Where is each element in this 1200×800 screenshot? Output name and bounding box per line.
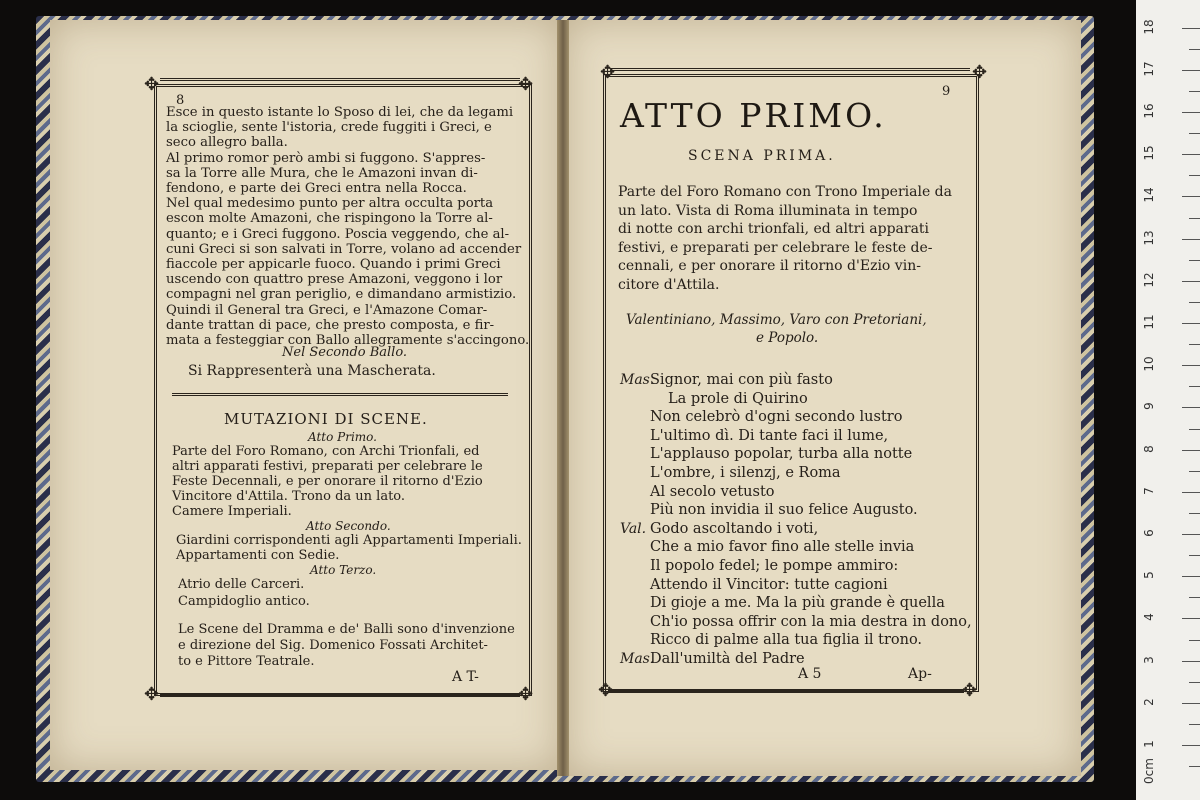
- verse-line: Signor, mai con più fasto: [650, 372, 833, 388]
- ruler-tick: [1182, 534, 1200, 535]
- ruler-number: 11: [1142, 314, 1156, 330]
- ruler-tick: [1182, 492, 1200, 493]
- ornament-icon: ✥: [600, 62, 616, 83]
- ruler-tick: [1182, 703, 1200, 704]
- ruler-number: 10: [1142, 356, 1156, 372]
- mascherata-line: Si Rappresenterà una Mascherata.: [188, 363, 436, 379]
- verse-line: Più non invidia il suo felice Augusto.: [650, 502, 918, 519]
- ruler-tick: [1182, 450, 1200, 451]
- narrative-line: sa la Torre alle Mura, che le Amazoni invan di-: [166, 165, 478, 181]
- verse-line: Non celebrò d'ogni secondo lustro: [650, 409, 903, 426]
- scene-heading: SCENA PRIMA.: [688, 148, 836, 164]
- left-top-ornament: [160, 78, 520, 81]
- narrative-line: fiaccole per appicarle fuoco. Quando i primi Greci: [166, 257, 501, 272]
- ruler-number: 6: [1142, 529, 1156, 537]
- ruler-half-tick: [1189, 133, 1200, 134]
- atto-terzo-label: Atto Terzo.: [310, 563, 377, 577]
- ruler-tick: [1182, 618, 1200, 619]
- ruler-half-tick: [1189, 302, 1200, 303]
- ruler-half-tick: [1189, 682, 1200, 683]
- ruler-half-tick: [1189, 640, 1200, 641]
- ruler-half-tick: [1189, 260, 1200, 261]
- setting-line: Parte del Foro Romano con Trono Imperiale da: [618, 184, 952, 200]
- verse-line: La prole di Quirino: [668, 390, 808, 407]
- left-page-number: 8: [176, 93, 185, 108]
- ruler-number: 14: [1142, 187, 1156, 204]
- signature-mark: A 5: [798, 666, 822, 682]
- ruler-number: 3: [1142, 655, 1156, 664]
- ruler-number: 5: [1142, 571, 1156, 580]
- atto-secondo-label: Atto Secondo.: [306, 519, 391, 533]
- verse-line: Godo ascoltando i voti,: [650, 520, 819, 537]
- second-ballo-heading: Nel Secondo Ballo.: [282, 345, 408, 360]
- ruler-tick: [1182, 323, 1200, 324]
- setting-line: cennali, e per onorare il ritorno d'Ezio vin-: [618, 258, 921, 275]
- ruler-half-tick: [1189, 724, 1200, 725]
- left-bottom-ornament: [160, 694, 520, 697]
- verse-line: Attendo il Vincitor: tutte cagioni: [650, 576, 888, 593]
- ruler-number: 4: [1142, 613, 1156, 622]
- ruler-number: 18: [1142, 18, 1156, 35]
- ruler-half-tick: [1189, 344, 1200, 345]
- verse-line: L'applauso popolar, turba alla notte: [650, 446, 913, 463]
- ruler-unit-label: 0cm: [1142, 758, 1156, 784]
- speaker-label: Val.: [620, 520, 647, 537]
- ruler-number: 12: [1142, 272, 1156, 288]
- ruler-half-tick: [1189, 471, 1200, 472]
- ruler-half-tick: [1189, 91, 1200, 92]
- credit-line: e direzione del Sig. Domenico Fossati Architet-: [178, 638, 488, 653]
- credit-line: Le Scene del Dramma e de' Balli sono d'invenzione: [178, 622, 515, 637]
- verse-line: Che a mio favor fino alle stelle invia: [650, 539, 915, 556]
- setting-line: citore d'Attila.: [618, 277, 720, 293]
- ruler-tick: [1182, 407, 1200, 408]
- ruler-number: 17: [1142, 61, 1156, 77]
- setting-line: di notte con archi trionfali, ed altri apparati: [618, 221, 930, 238]
- narrative-line: fendono, e parte dei Greci entra nella Rocca.: [166, 181, 467, 196]
- ruler-half-tick: [1189, 49, 1200, 50]
- section-divider: [172, 393, 508, 396]
- ruler-tick: [1182, 112, 1200, 113]
- ruler-tick: [1182, 70, 1200, 71]
- speaker-label: Mas.: [620, 372, 655, 388]
- ornament-icon: ✥: [144, 74, 160, 95]
- narrative-line: escon molte Amazoni, che rispingono la Torre al-: [166, 211, 493, 227]
- verse-line: Il popolo fedel; le pompe ammiro:: [650, 558, 899, 574]
- scene-line: Feste Decennali, e per onorare il ritorno d'Ezio: [172, 474, 483, 489]
- right-top-ornament: [610, 68, 970, 71]
- ruler-tick: [1182, 154, 1200, 155]
- narrative-line: cuni Greci si son salvati in Torre, volano ad accender: [166, 241, 522, 257]
- setting-line: un lato. Vista di Roma illuminata in tempo: [618, 202, 918, 219]
- ornament-icon: ✥: [518, 74, 534, 95]
- narrative-line: seco allegro balla.: [166, 135, 288, 151]
- ruler-number: 7: [1142, 486, 1156, 495]
- narrative-line: compagni nel gran periglio, e dimandano armistizio.: [166, 287, 517, 303]
- narrative-line: dante trattan di pace, che presto composta, e fir-: [166, 317, 495, 333]
- narrative-line: quanto; e i Greci fuggono. Poscia veggendo, che al-: [166, 226, 510, 242]
- ruler-number: 1: [1142, 740, 1156, 748]
- narrative-line: Esce in questo istante lo Sposo di lei, che da legami: [166, 105, 514, 120]
- ruler-half-tick: [1189, 386, 1200, 387]
- verse-line: Al secolo vetusto: [650, 483, 775, 500]
- ornament-icon: ✥: [144, 684, 160, 705]
- ornament-icon: ✥: [598, 680, 614, 701]
- narrative-line: mata a festeggiar con Ballo allegramente s'accingono.: [166, 333, 530, 348]
- ruler-half-tick: [1189, 175, 1200, 176]
- narrative-line: Nel qual medesimo punto per altra occulta porta: [166, 196, 494, 212]
- narrative-line: la scioglie, sente l'istoria, crede fuggiti i Greci, e: [166, 120, 492, 136]
- mutazioni-title: MUTAZIONI DI SCENE.: [224, 410, 428, 428]
- ruler-tick: [1182, 239, 1200, 240]
- ruler-tick: [1182, 661, 1200, 662]
- speaker-label: Mas.: [620, 651, 655, 667]
- scene-line: altri apparati festivi, preparati per celebrare le: [172, 459, 483, 474]
- scene-line: Parte del Foro Romano, con Archi Trionfali, ed: [172, 444, 480, 459]
- verse-line: Di gioje a me. Ma la più grande è quella: [650, 595, 945, 612]
- ruler-half-tick: [1189, 429, 1200, 430]
- ruler-tick: [1182, 576, 1200, 577]
- ruler-half-tick: [1189, 766, 1200, 767]
- ornament-icon: ✥: [962, 680, 978, 701]
- verse-line: Ch'io possa offrir con la mia destra in dono,: [650, 613, 972, 630]
- characters-line: Valentiniano, Massimo, Varo con Pretoriani,: [626, 312, 927, 328]
- verse-line: Dall'umiltà del Padre: [650, 651, 805, 667]
- scene-line: Giardini corrispondenti agli Appartamenti Imperiali.: [176, 533, 522, 548]
- credit-line: to e Pittore Teatrale.: [178, 654, 315, 669]
- act-title: ATTO PRIMO.: [620, 96, 887, 135]
- book-gutter: [557, 20, 569, 776]
- right-catchword: Ap-: [908, 666, 932, 682]
- ruler-half-tick: [1189, 513, 1200, 514]
- narrative-line: uscendo con quattro prese Amazoni, veggono i lor: [166, 272, 503, 288]
- ruler-number: 8: [1142, 444, 1156, 453]
- ruler-number: 16: [1142, 103, 1156, 119]
- narrative-line: Al primo romor però ambi si fuggono. S'appres-: [166, 150, 486, 166]
- ruler-half-tick: [1189, 597, 1200, 598]
- atto-primo-label: Atto Primo.: [308, 430, 377, 444]
- narrative-line: Quindi il General tra Greci, e l'Amazone Comar-: [166, 302, 488, 318]
- ruler-tick: [1182, 281, 1200, 282]
- measuring-ruler: [1136, 0, 1200, 800]
- scene-line: Vincitore d'Attila. Trono da un lato.: [172, 489, 406, 504]
- ruler-number: 2: [1142, 697, 1156, 706]
- ruler-tick: [1182, 196, 1200, 197]
- ruler-half-tick: [1189, 218, 1200, 219]
- ruler-number: 9: [1142, 402, 1156, 411]
- ruler-number: 13: [1142, 229, 1156, 246]
- scene-line: Camere Imperiali.: [172, 504, 292, 519]
- ruler-tick: [1182, 745, 1200, 746]
- scene-line: Appartamenti con Sedie.: [176, 548, 340, 563]
- right-bottom-ornament: [608, 690, 964, 693]
- setting-line: festivi, e preparati per celebrare le feste de-: [618, 239, 933, 256]
- verse-line: L'ultimo dì. Di tante faci il lume,: [650, 427, 889, 444]
- verse-line: L'ombre, i silenzj, e Roma: [650, 465, 841, 481]
- verse-line: Ricco di palme alla tua figlia il trono.: [650, 632, 923, 649]
- ruler-number: 15: [1142, 145, 1156, 161]
- right-page-number: 9: [942, 84, 951, 99]
- ruler-half-tick: [1189, 555, 1200, 556]
- scene-line: Atrio delle Carceri.: [178, 577, 305, 592]
- left-catchword: A T-: [452, 669, 479, 685]
- characters-line: e Popolo.: [756, 330, 819, 346]
- ruler-tick: [1182, 28, 1200, 29]
- ornament-icon: ✥: [518, 684, 534, 705]
- ruler-tick: [1182, 365, 1200, 366]
- scene-line: Campidoglio antico.: [178, 594, 310, 609]
- ornament-icon: ✥: [972, 62, 988, 83]
